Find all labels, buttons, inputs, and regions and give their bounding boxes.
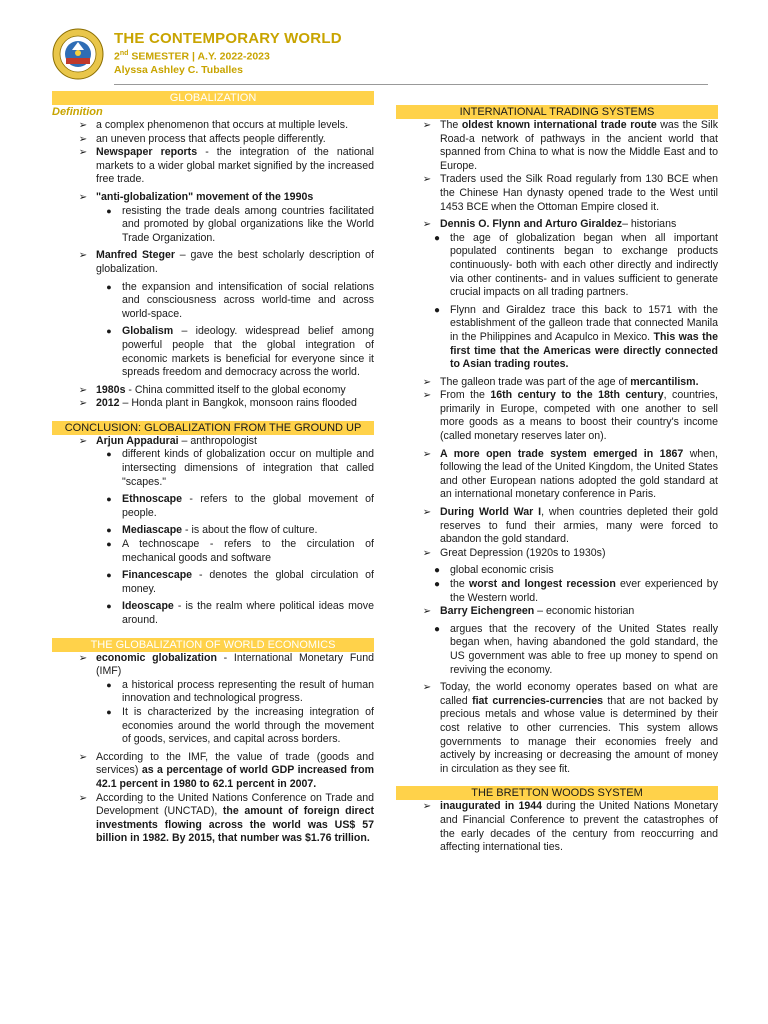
bullet-dot-icon: ●: [106, 326, 112, 337]
list-item: ➢ inaugurated in 1944 during the United Nations Monetary and Financial Conference to prevent the catastrophes of the early decades of the century from reoccurring and affecting international ties.: [396, 800, 718, 854]
arrow-bullet-icon: ➢: [422, 547, 432, 559]
semester-line: 2nd SEMESTER | A.Y. 2022-2023: [114, 50, 270, 63]
list-item: ➢ a complex phenomenon that occurs at multiple levels.: [52, 119, 374, 133]
list-item: ➢ an uneven process that affects people differently.: [52, 133, 374, 147]
author-name: Alyssa Ashley C. Tuballes: [114, 63, 243, 76]
bullet-dot-icon: ●: [106, 525, 112, 536]
arrow-bullet-icon: ➢: [78, 652, 88, 664]
bullet-dot-icon: ●: [433, 232, 441, 244]
list-item: ➢ From the 16th century to the 18th century, countries, primarily in Europe, competed with one another to sell more goods as a means to boost their country's income (called monetary reserves later on).: [396, 389, 718, 443]
sub-list-item: ● Mediascape - is about the flow of culture.: [52, 524, 374, 538]
sub-list-item: ● the worst and longest recession ever experienced by the Western world.: [396, 578, 718, 605]
arrow-bullet-icon: ➢: [422, 376, 432, 388]
list-item: ➢ Manfred Steger – gave the best scholarly description of globalization.: [52, 249, 374, 276]
list-item: ➢ 2012 – Honda plant in Bangkok, monsoon rains flooded: [52, 397, 374, 411]
bullet-dot-icon: ●: [106, 205, 112, 216]
arrow-bullet-icon: ➢: [422, 801, 432, 813]
list-item: ➢ The oldest known international trade route was the Silk Road-a network of pathways in the ancient world that spanned from China to what is now the Middle East and to Europe.: [396, 119, 718, 173]
arrow-bullet-icon: ➢: [422, 390, 432, 402]
arrow-bullet-icon: ➢: [422, 507, 432, 519]
sub-list-item: ● the expansion and intensification of social relations and consciousness across world-time and across world-space.: [52, 281, 374, 322]
sub-list-item: ● Ethnoscape - refers to the global movement of people.: [52, 493, 374, 520]
bullet-dot-icon: ●: [106, 570, 112, 581]
header-divider: [114, 84, 708, 85]
sub-list-item: ● Flynn and Giraldez trace this back to 1571 with the establishment of the galleon trade that connected Manila in the Philippines and Acapulco in Mexico. This was the first time that the Americas were directly connected to Asian trading routes.: [396, 304, 718, 372]
arrow-bullet-icon: ➢: [78, 250, 88, 262]
bullet-dot-icon: ●: [106, 706, 112, 717]
sub-list-item: ● Ideoscape - is the realm where political ideas move around.: [52, 600, 374, 627]
arrow-bullet-icon: ➢: [422, 606, 432, 618]
list-item: ➢ Newspaper reports - the integration of the national markets to a wider global market signified by the increased free trade.: [52, 146, 374, 187]
arrow-bullet-icon: ➢: [78, 133, 88, 145]
arrow-bullet-icon: ➢: [78, 120, 88, 131]
university-seal-logo: [52, 28, 104, 80]
list-item: ➢ The galleon trade was part of the age of mercantilism.: [396, 376, 718, 390]
arrow-bullet-icon: ➢: [78, 384, 88, 396]
bullet-dot-icon: ●: [106, 494, 112, 505]
list-item: ➢ A more open trade system emerged in 1867 when, following the lead of the United Kingdom, the United States and other European nations adopted the gold standard at an international monetary conference in Paris.: [396, 448, 718, 502]
section-title-bretton-woods: THE BRETTON WOODS SYSTEM: [396, 786, 718, 800]
list-item: ➢ Arjun Appadurai – anthropologist: [52, 435, 374, 449]
list-item: ➢ Today, the world economy operates based on what are called fiat currencies-currencies that are not backed by precious metals and whose value is determined by their cost relative to other currencies. This system allows governments to manage their economies freely and actively by increasing or decreasing the amount of money in circulation as they see fit.: [396, 681, 718, 776]
bullet-dot-icon: ●: [106, 601, 112, 612]
list-item: ➢ "anti-globalization" movement of the 1990s: [52, 191, 374, 205]
section-title-conclusion: CONCLUSION: GLOBALIZATION FROM THE GROUND UP: [52, 421, 374, 435]
bullet-dot-icon: ●: [106, 679, 112, 690]
section-title-international-trading: INTERNATIONAL TRADING SYSTEMS: [396, 105, 718, 119]
sub-list-item: ● different kinds of globalization occur on multiple and intersecting dimensions of integration that called "scapes.": [52, 448, 374, 489]
sub-list-item: ● Globalism – ideology. widespread belief among powerful people that the global integration of economic markets is beneficial for everyone since it spreads freedom and democracy across the world.: [52, 325, 374, 379]
sub-list-item: ● global economic crisis: [396, 564, 718, 578]
arrow-bullet-icon: ➢: [78, 751, 88, 763]
bullet-dot-icon: ●: [433, 579, 441, 590]
sub-list-item: ● argues that the recovery of the United States really began when, having abandoned the gold standard, the US government was able to free up money to spend on reviving the economy.: [396, 623, 718, 677]
sub-list-item: ● It is characterized by the increasing integration of economies around the world through the movement of goods, services, and capital across borders.: [52, 706, 374, 747]
list-item: ➢ According to the United Nations Conference on Trade and Development (UNCTAD), the amount of foreign direct investments flowing across the world was US$ 57 billion in 1982. By 2015, that number was $1.76 trillion.: [52, 792, 374, 846]
bullet-dot-icon: ●: [433, 304, 441, 316]
list-item: ➢ economic globalization - International Monetary Fund (IMF): [52, 652, 374, 679]
sub-list-item: ● the age of globalization began when all important populated continents began to exchange products continuously- both with each other directly and indirectly via other continents- and in values sufficient to generate crucial impacts on all trading partners.: [396, 232, 718, 300]
list-item: ➢ 1980s - China committed itself to the global economy: [52, 384, 374, 398]
arrow-bullet-icon: ➢: [422, 174, 432, 186]
section-title-globalization: GLOBALIZATION: [52, 91, 374, 105]
document-header: [52, 28, 712, 80]
list-item: ➢ Dennis O. Flynn and Arturo Giraldez– historians: [396, 218, 718, 232]
list-item: ➢ Traders used the Silk Road regularly from 130 BCE when the Chinese Han dynasty opened trade to the West until 1453 BCE when the Ottoman Empire closed it.: [396, 173, 718, 214]
list-item: ➢ According to the IMF, the value of trade (goods and services) as a percentage of world GDP increased from 42.1 percent in 1980 to 62.1 percent in 2007.: [52, 751, 374, 792]
bullet-dot-icon: ●: [106, 449, 112, 460]
arrow-bullet-icon: ➢: [78, 398, 88, 410]
list-item: ➢ During World War I, when countries depleted their gold reserves to fund their armies, many were forced to abandon the gold standard.: [396, 506, 718, 547]
course-title: THE CONTEMPORARY WORLD: [114, 30, 342, 47]
bullet-dot-icon: ●: [433, 623, 441, 635]
definition-label: Definition: [52, 106, 103, 118]
arrow-bullet-icon: ➢: [78, 191, 88, 203]
sub-list-item: ● Financescape - denotes the global circulation of money.: [52, 569, 374, 596]
sub-list-item: ● a historical process representing the result of human innovation and technological progress.: [52, 679, 374, 706]
bullet-dot-icon: ●: [106, 281, 112, 292]
list-item: ➢ Barry Eichengreen – economic historian: [396, 605, 718, 619]
sub-list-item: ● A technoscape - refers to the circulation of mechanical goods and software: [52, 538, 374, 565]
arrow-bullet-icon: ➢: [78, 792, 88, 804]
bullet-dot-icon: ●: [106, 539, 112, 550]
arrow-bullet-icon: ➢: [422, 120, 432, 131]
arrow-bullet-icon: ➢: [422, 219, 432, 231]
section-title-world-economics: THE GLOBALIZATION OF WORLD ECONOMICS: [52, 638, 374, 652]
bullet-dot-icon: ●: [433, 565, 441, 577]
sub-list-item: ● resisting the trade deals among countries facilitated and promoted by global organizations like the World Trade Organization.: [52, 205, 374, 246]
arrow-bullet-icon: ➢: [422, 682, 432, 694]
left-column: [52, 91, 374, 846]
arrow-bullet-icon: ➢: [422, 448, 432, 460]
right-column: [396, 105, 718, 855]
list-item: ➢ Great Depression (1920s to 1930s): [396, 547, 718, 561]
arrow-bullet-icon: ➢: [78, 147, 88, 159]
arrow-bullet-icon: ➢: [78, 435, 88, 447]
